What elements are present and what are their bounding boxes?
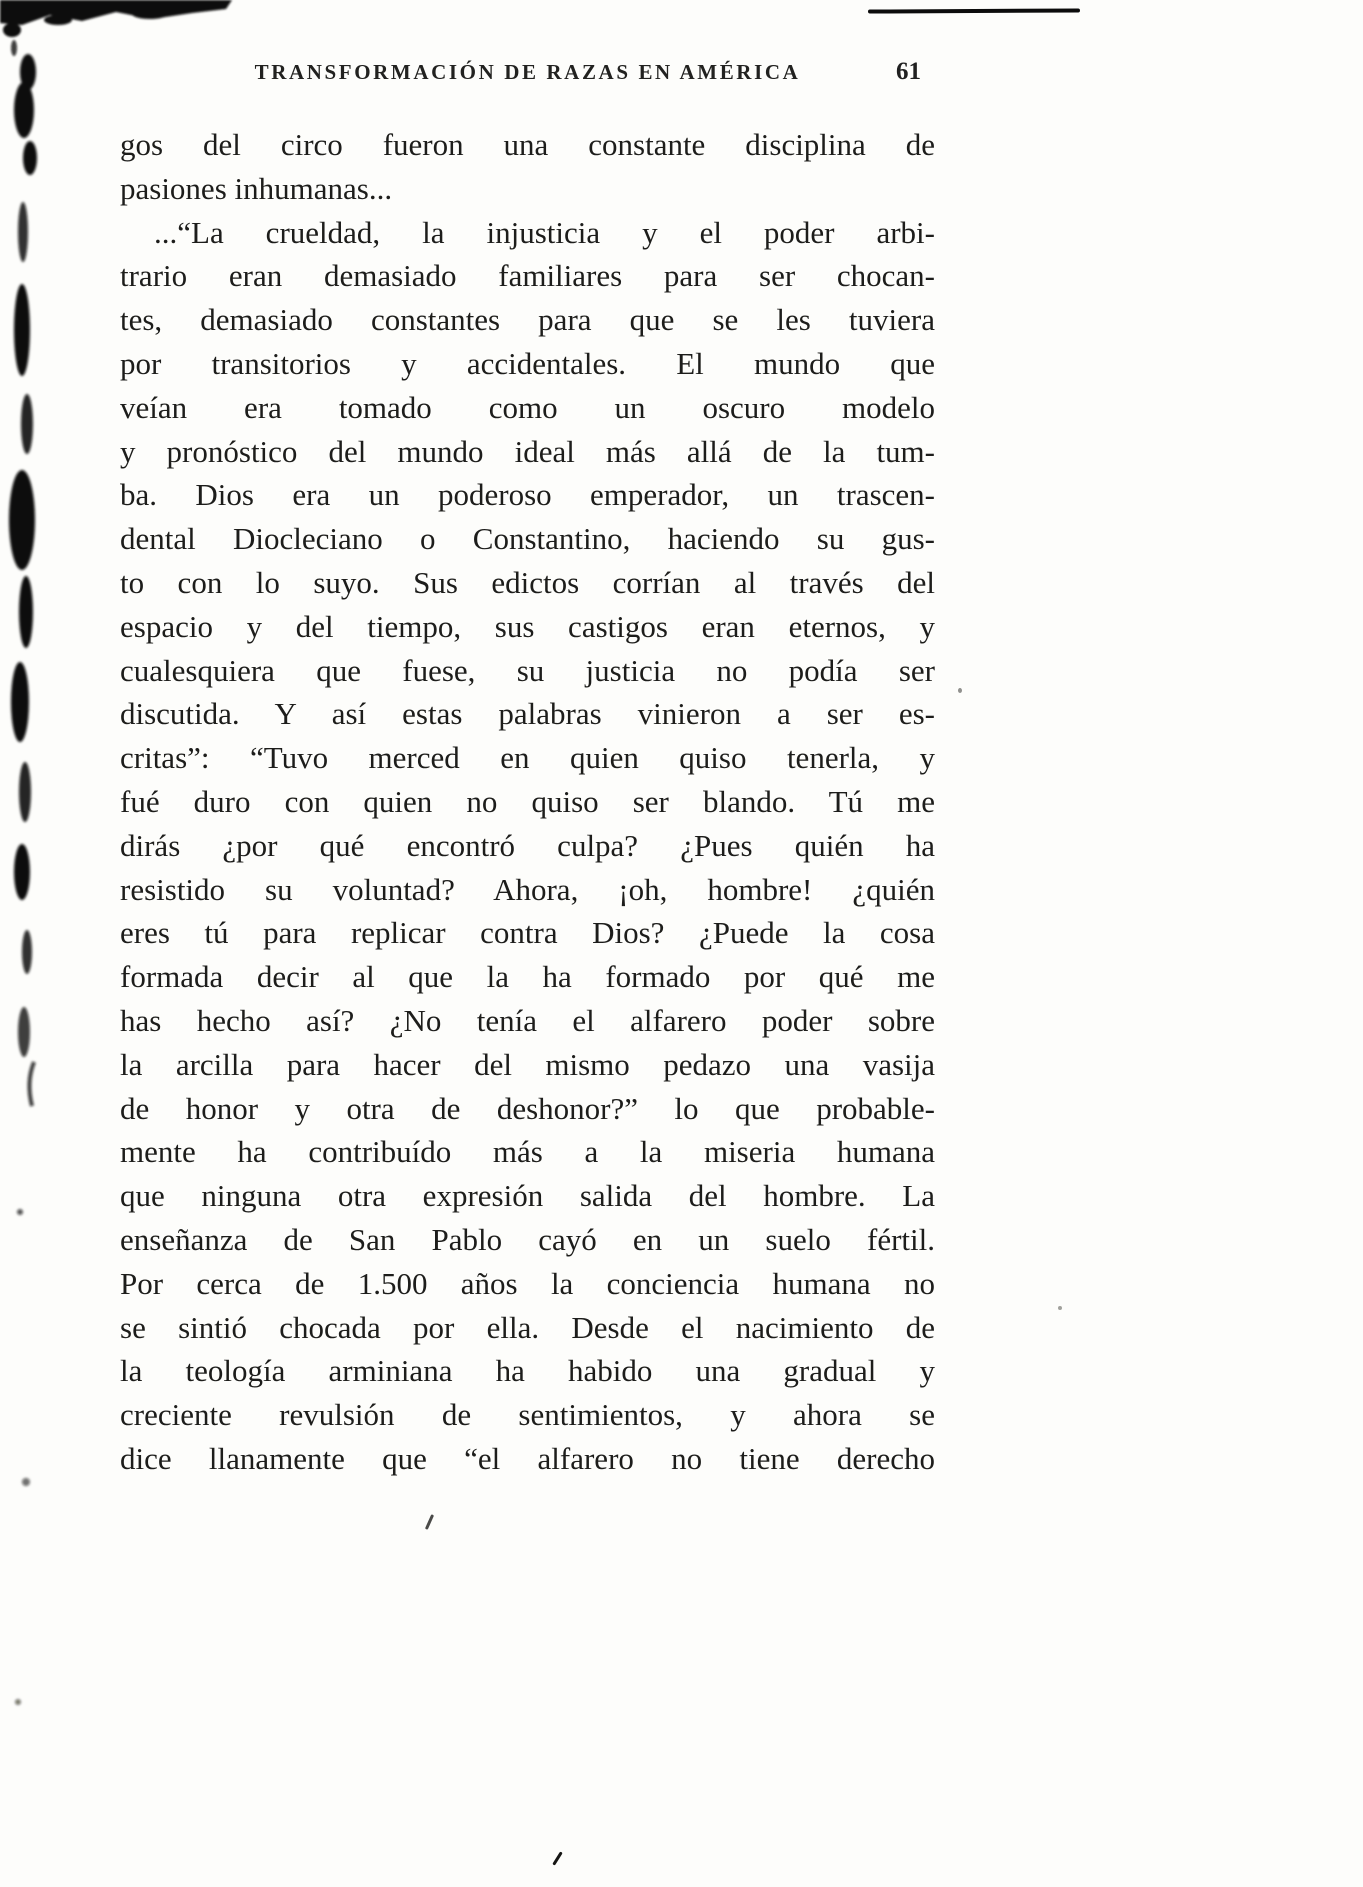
text-line: ...“La crueldad, la injusticia y el poder arbi- [154,214,935,250]
text-line: de honor y otra de deshonor?” lo que probable- [120,1090,935,1126]
scan-stray-mark [552,1851,562,1865]
text-line: eres tú para replicar contra Dios? ¿Puede la cosa [120,915,935,951]
text-line: la arcilla para hacer del mismo pedazo una vasija [120,1046,935,1082]
text-line: y pronóstico del mundo ideal más allá de la tum- [120,433,935,469]
text-line: dirás ¿por qué encontró culpa? ¿Pues quién ha [120,827,935,863]
text-line: que ninguna otra expresión salida del hombre. La [120,1178,935,1214]
text-line: la teología arminiana ha habido una gradual y [120,1353,935,1389]
text-line: espacio y del tiempo, sus castigos eran eternos, y [120,608,935,644]
text-line: trario eran demasiado familiares para ser chocan- [120,258,935,294]
text-line: por transitorios y accidentales. El mundo que [120,345,935,381]
text-line: formada decir al que la ha formado por qué me [120,959,935,995]
text-line: has hecho así? ¿No tenía el alfarero poder sobre [120,1002,935,1038]
text-line: resistido su voluntad? Ahora, ¡oh, hombre! ¿quién [120,871,935,907]
text-line: enseñanza de San Pablo cayó en un suelo fértil. [120,1221,935,1257]
text-line: gos del circo fueron una constante disciplina de [120,127,935,162]
page-number: 61 [896,58,921,85]
text-line: dental Diocleciano o Constantino, haciendo su gus- [120,521,935,557]
page-header [120,60,935,94]
text-line: discutida. Y así estas palabras vinieron a ser es- [120,696,935,732]
text-line: to con lo suyo. Sus edictos corrían al través del [120,564,935,600]
text-line: dice llanamente que “el alfarero no tiene derecho [120,1440,935,1476]
ink-smudge-top-left-icon [0,0,260,60]
text-line: tes, demasiado constantes para que se les tuviera [120,302,935,338]
text-line: Por cerca de 1.500 años la conciencia humana no [120,1265,935,1301]
scan-stray-mark [425,1514,434,1530]
running-title: TRANSFORMACIÓN DE RAZAS EN AMÉRICA [254,60,801,84]
text-line: pasiones inhumanas... [120,170,393,206]
text-line: veían era tomado como un oscuro modelo [120,389,935,425]
text-line: fué duro con quien no quiso ser blando. Tú me [120,783,935,819]
text-line: cualesquiera que fuese, su justicia no podía ser [120,652,935,688]
text-line: creciente revulsión de sentimientos, y ahora se [120,1397,935,1433]
scan-speck [958,688,962,693]
page-body [120,123,935,1481]
scan-line-top-right [868,8,1080,13]
binding-edge-artifacts-icon [0,0,58,1887]
text-line: critas”: “Tuvo merced en quien quiso tenerla, y [120,740,935,776]
scan-speck [1058,1306,1062,1310]
text-line: ba. Dios era un poderoso emperador, un trascen- [120,477,935,513]
text-line: mente ha contribuído más a la miseria humana [120,1134,935,1170]
text-line: se sintió chocada por ella. Desde el nacimiento de [120,1309,935,1345]
